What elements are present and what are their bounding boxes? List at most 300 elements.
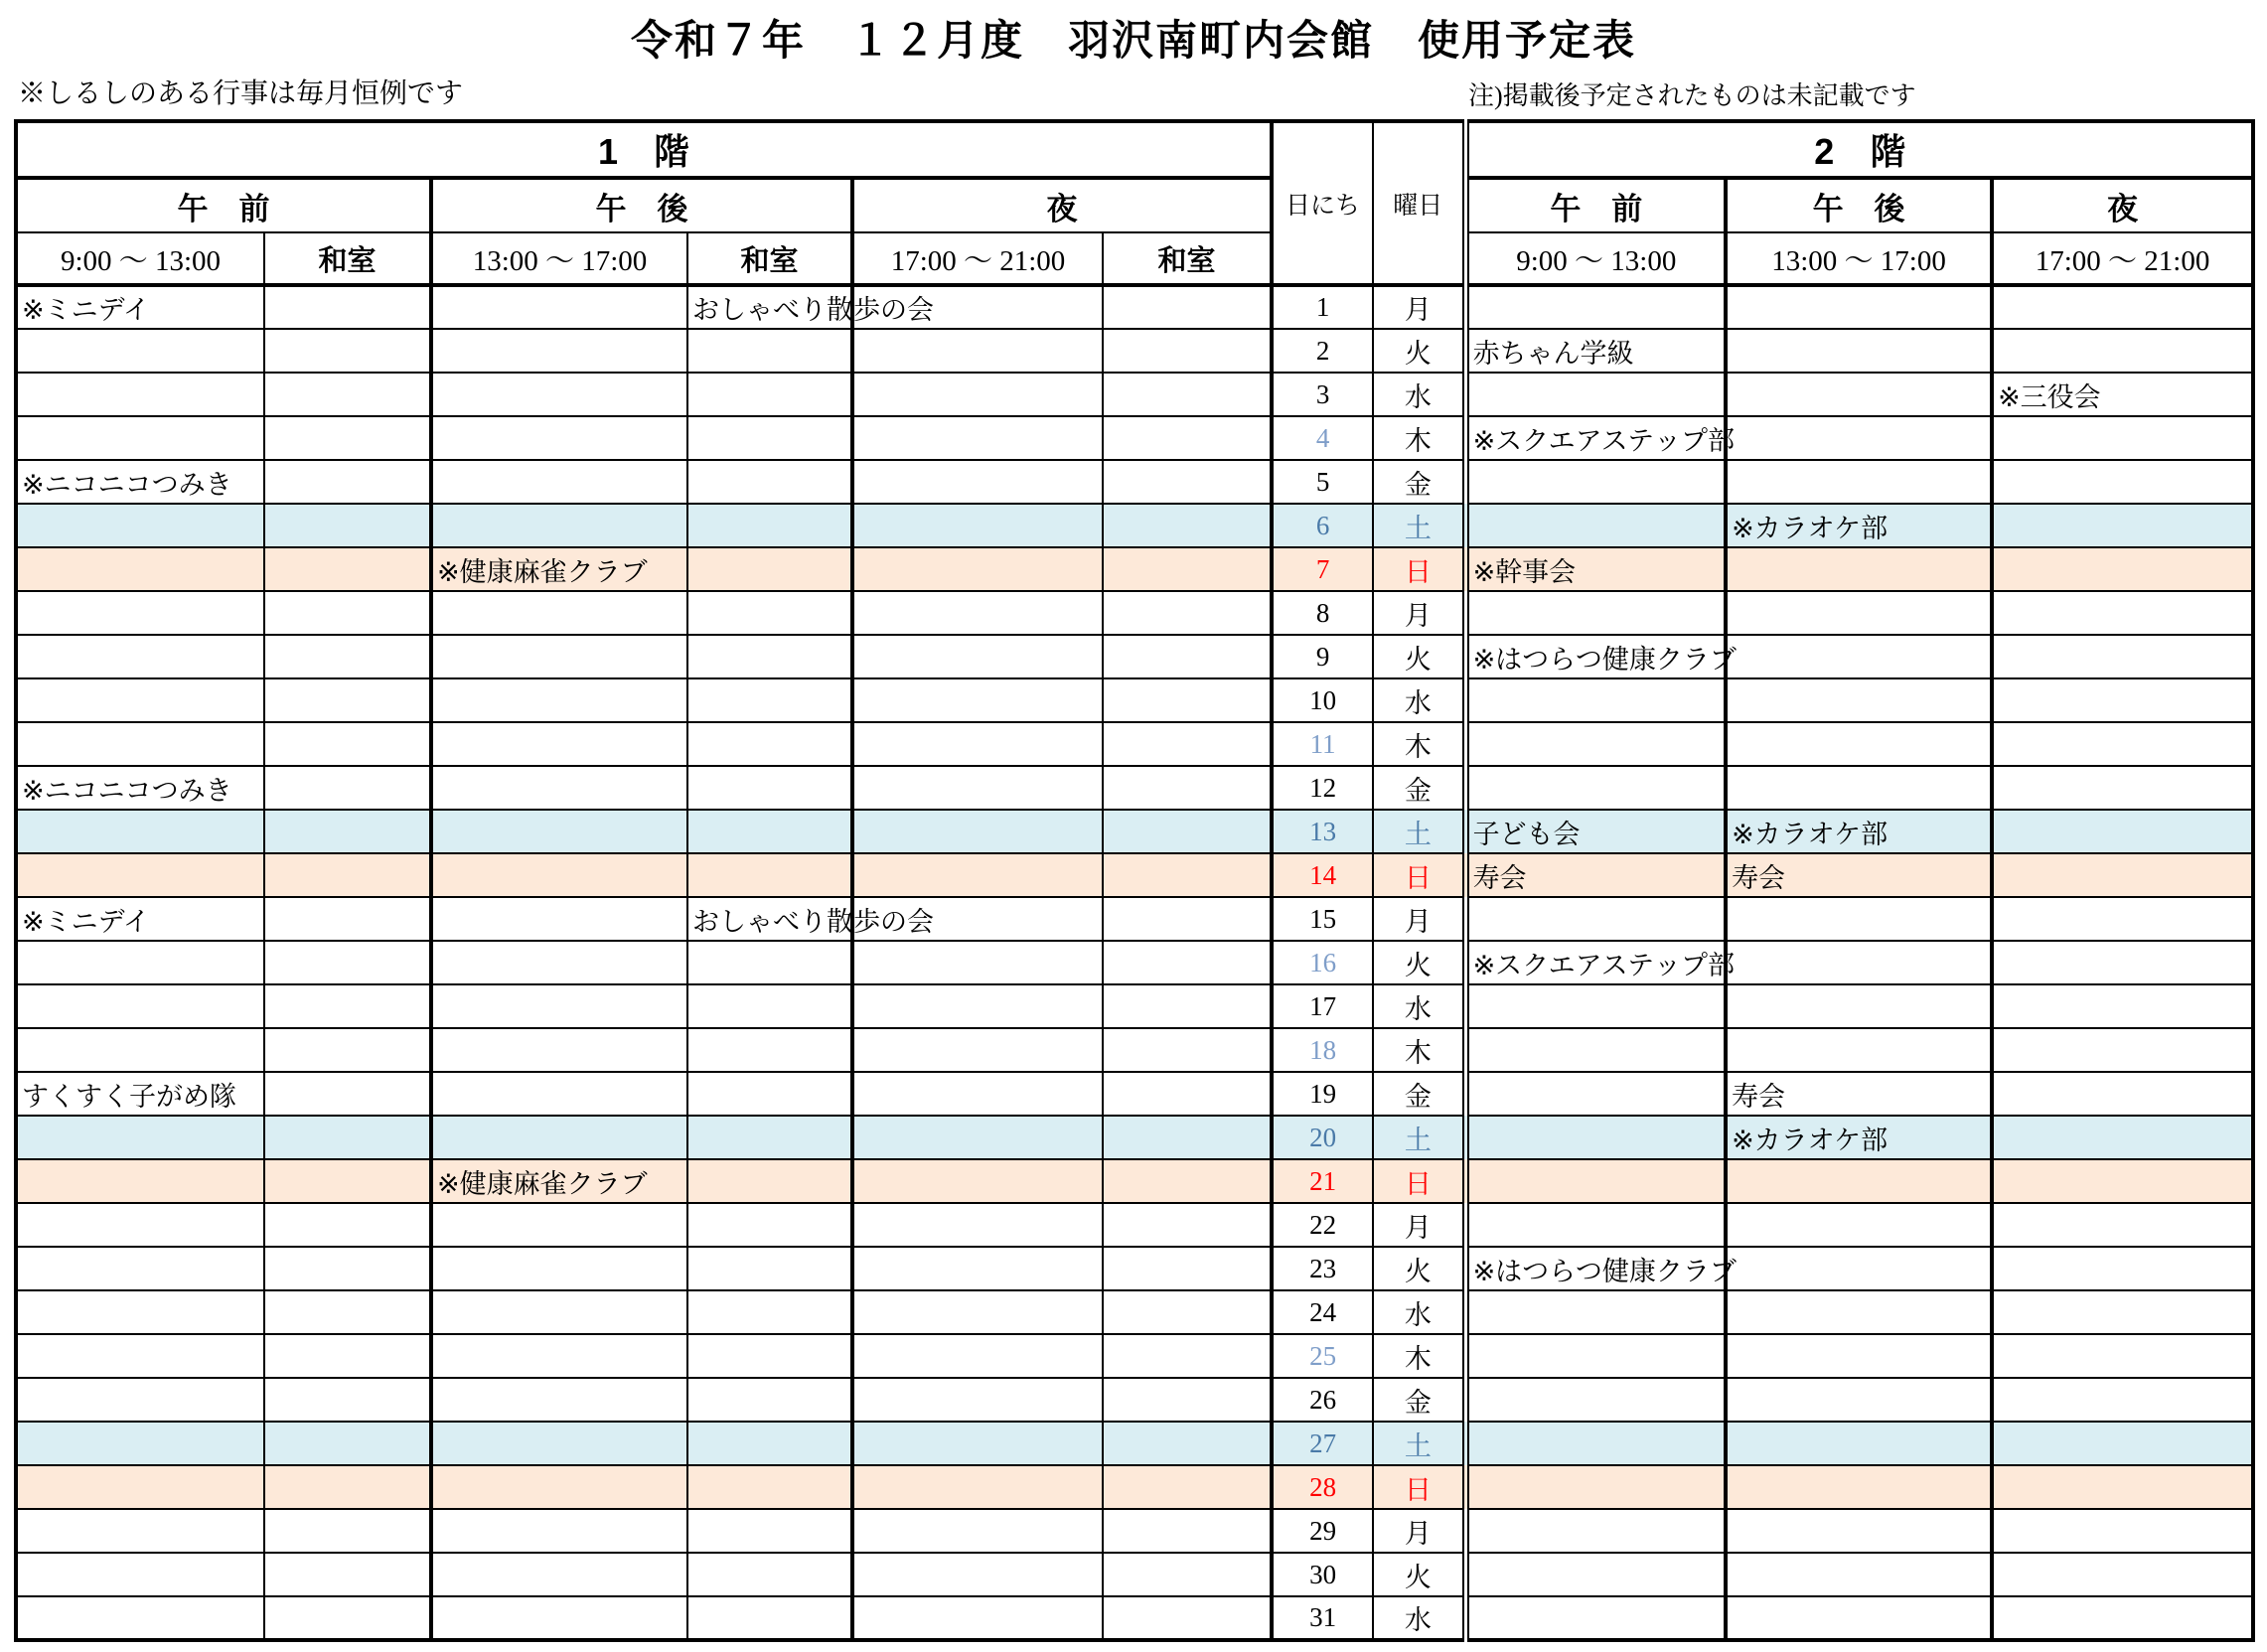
cell-f2-pm bbox=[1726, 1465, 1992, 1509]
cell-date: 13 bbox=[1272, 810, 1373, 853]
cell-f2-pm bbox=[1726, 1422, 1992, 1465]
cell-f2-am bbox=[1465, 1159, 1726, 1203]
cell-date: 12 bbox=[1272, 766, 1373, 810]
cell-f2-pm: ※カラオケ部 bbox=[1726, 504, 1992, 547]
cell-f1-pm bbox=[431, 1116, 687, 1159]
cell-f1-am-washitsu bbox=[264, 853, 431, 897]
cell-f2-pm bbox=[1726, 1159, 1992, 1203]
cell-f1-night-washitsu bbox=[1103, 1334, 1272, 1378]
cell-f1-pm bbox=[431, 1553, 687, 1596]
header-f2-night-time: 17:00 ～ 21:00 bbox=[1992, 232, 2253, 285]
table-row bbox=[16, 678, 2253, 722]
table-row bbox=[16, 547, 2253, 591]
cell-f1-pm bbox=[431, 678, 687, 722]
cell-f1-pm-washitsu bbox=[687, 591, 852, 635]
cell-f1-pm bbox=[431, 635, 687, 678]
cell-f1-pm-washitsu bbox=[687, 766, 852, 810]
header-f1-night: 夜 bbox=[852, 178, 1272, 232]
table-row bbox=[16, 635, 2253, 678]
cell-f2-night bbox=[1992, 1203, 2253, 1247]
cell-f2-pm bbox=[1726, 722, 1992, 766]
cell-f2-night bbox=[1992, 1290, 2253, 1334]
cell-f2-night bbox=[1992, 1553, 2253, 1596]
cell-f1-am bbox=[16, 1596, 264, 1640]
cell-date: 21 bbox=[1272, 1159, 1373, 1203]
cell-weekday: 月 bbox=[1373, 1203, 1465, 1247]
cell-f1-pm-washitsu bbox=[687, 810, 852, 853]
cell-f2-night bbox=[1992, 810, 2253, 853]
cell-f1-am-washitsu bbox=[264, 416, 431, 460]
header-f1-pm-washitsu: 和室 bbox=[687, 232, 852, 285]
cell-date: 14 bbox=[1272, 853, 1373, 897]
header-f1-am-time: 9:00 ～ 13:00 bbox=[16, 232, 264, 285]
header-f1-pm: 午 後 bbox=[431, 178, 852, 232]
table-row bbox=[16, 1334, 2253, 1378]
cell-f1-am bbox=[16, 329, 264, 373]
cell-f1-pm-washitsu bbox=[687, 1378, 852, 1422]
cell-f1-am bbox=[16, 1422, 264, 1465]
header-f1-am: 午 前 bbox=[16, 178, 431, 232]
cell-date: 30 bbox=[1272, 1553, 1373, 1596]
cell-weekday: 土 bbox=[1373, 810, 1465, 853]
cell-f1-am bbox=[16, 373, 264, 416]
cell-f1-pm bbox=[431, 1465, 687, 1509]
cell-f2-am bbox=[1465, 678, 1726, 722]
cell-f1-night-washitsu bbox=[1103, 678, 1272, 722]
cell-f1-night-washitsu bbox=[1103, 329, 1272, 373]
cell-f2-pm bbox=[1726, 1028, 1992, 1072]
cell-f2-night bbox=[1992, 722, 2253, 766]
cell-f1-am bbox=[16, 1378, 264, 1422]
table-row bbox=[16, 897, 2253, 941]
table-row bbox=[16, 460, 2253, 504]
cell-f1-pm-washitsu bbox=[687, 1553, 852, 1596]
table-row bbox=[16, 941, 2253, 984]
cell-f1-am bbox=[16, 591, 264, 635]
cell-f1-am bbox=[16, 635, 264, 678]
cell-weekday: 火 bbox=[1373, 635, 1465, 678]
cell-f1-night-washitsu bbox=[1103, 810, 1272, 853]
cell-f2-am: 赤ちゃん学級 bbox=[1465, 329, 1726, 373]
cell-weekday: 月 bbox=[1373, 897, 1465, 941]
cell-f1-night-washitsu bbox=[1103, 984, 1272, 1028]
cell-f2-pm bbox=[1726, 373, 1992, 416]
cell-f1-am-washitsu bbox=[264, 1334, 431, 1378]
cell-f2-am bbox=[1465, 373, 1726, 416]
cell-f2-night bbox=[1992, 504, 2253, 547]
note-monthly-events: ※しるしのある行事は毎月恒例です bbox=[18, 78, 464, 109]
cell-f1-night bbox=[852, 1378, 1103, 1422]
cell-f2-am bbox=[1465, 1422, 1726, 1465]
cell-f1-am bbox=[16, 1203, 264, 1247]
cell-f1-night bbox=[852, 416, 1103, 460]
cell-f1-pm-washitsu bbox=[687, 1203, 852, 1247]
table-row bbox=[16, 1596, 2253, 1640]
cell-f1-night bbox=[852, 547, 1103, 591]
cell-date: 24 bbox=[1272, 1290, 1373, 1334]
cell-f1-pm bbox=[431, 1247, 687, 1290]
cell-f1-night-washitsu bbox=[1103, 1247, 1272, 1290]
cell-f1-night bbox=[852, 678, 1103, 722]
cell-weekday: 土 bbox=[1373, 1422, 1465, 1465]
cell-f1-pm bbox=[431, 1378, 687, 1422]
note-not-listed: 注)掲載後予定されたものは未記載です bbox=[1468, 81, 1916, 110]
cell-f1-pm-washitsu bbox=[687, 1247, 852, 1290]
cell-f2-pm: ※カラオケ部 bbox=[1726, 810, 1992, 853]
table-row bbox=[16, 1509, 2253, 1553]
cell-f2-pm bbox=[1726, 766, 1992, 810]
cell-f1-pm bbox=[431, 941, 687, 984]
cell-f1-pm-washitsu bbox=[687, 941, 852, 984]
cell-f1-am bbox=[16, 1553, 264, 1596]
cell-f1-am bbox=[16, 1159, 264, 1203]
cell-f1-am bbox=[16, 547, 264, 591]
table-row bbox=[16, 591, 2253, 635]
cell-weekday: 木 bbox=[1373, 722, 1465, 766]
cell-f1-pm-washitsu bbox=[687, 1290, 852, 1334]
cell-f1-am bbox=[16, 504, 264, 547]
cell-f1-pm-washitsu bbox=[687, 635, 852, 678]
cell-f2-pm bbox=[1726, 678, 1992, 722]
cell-f1-pm: ※健康麻雀クラブ bbox=[431, 547, 687, 591]
cell-f2-am bbox=[1465, 1072, 1726, 1116]
cell-f2-pm bbox=[1726, 1378, 1992, 1422]
table-row bbox=[16, 810, 2253, 853]
cell-f1-am bbox=[16, 416, 264, 460]
cell-f1-am-washitsu bbox=[264, 722, 431, 766]
table-row bbox=[16, 1422, 2253, 1465]
cell-f1-pm bbox=[431, 373, 687, 416]
cell-f2-pm bbox=[1726, 897, 1992, 941]
header-weekday: 曜日 bbox=[1373, 121, 1465, 285]
cell-f1-pm-washitsu bbox=[687, 1509, 852, 1553]
cell-f1-night-washitsu bbox=[1103, 1159, 1272, 1203]
cell-f1-night bbox=[852, 1072, 1103, 1116]
cell-f2-night bbox=[1992, 1072, 2253, 1116]
table-row bbox=[16, 984, 2253, 1028]
cell-f2-night bbox=[1992, 329, 2253, 373]
cell-f2-am bbox=[1465, 1465, 1726, 1509]
cell-date: 16 bbox=[1272, 941, 1373, 984]
cell-f1-night-washitsu bbox=[1103, 1290, 1272, 1334]
cell-f1-am bbox=[16, 810, 264, 853]
cell-f1-pm-washitsu: おしゃべり散歩の会 bbox=[687, 285, 852, 329]
cell-f1-night-washitsu bbox=[1103, 416, 1272, 460]
cell-f1-night bbox=[852, 460, 1103, 504]
cell-f2-pm bbox=[1726, 285, 1992, 329]
cell-f1-pm-washitsu bbox=[687, 1422, 852, 1465]
header-date: 日にち bbox=[1272, 121, 1373, 285]
cell-f2-am bbox=[1465, 722, 1726, 766]
cell-f2-am: 寿会 bbox=[1465, 853, 1726, 897]
cell-f1-pm bbox=[431, 591, 687, 635]
cell-date: 23 bbox=[1272, 1247, 1373, 1290]
cell-weekday: 金 bbox=[1373, 460, 1465, 504]
cell-f1-night bbox=[852, 1334, 1103, 1378]
cell-date: 15 bbox=[1272, 897, 1373, 941]
cell-f2-night bbox=[1992, 635, 2253, 678]
cell-f1-night bbox=[852, 941, 1103, 984]
cell-f1-am-washitsu bbox=[264, 1553, 431, 1596]
page-title: 令和７年 １２月度 羽沢南町内会館 使用予定表 bbox=[630, 19, 1636, 65]
cell-f1-pm-washitsu bbox=[687, 1028, 852, 1072]
cell-f1-night-washitsu bbox=[1103, 722, 1272, 766]
cell-f1-pm-washitsu bbox=[687, 1072, 852, 1116]
cell-weekday: 金 bbox=[1373, 1378, 1465, 1422]
cell-f1-pm bbox=[431, 1334, 687, 1378]
cell-date: 5 bbox=[1272, 460, 1373, 504]
cell-f1-pm-washitsu bbox=[687, 1334, 852, 1378]
cell-weekday: 水 bbox=[1373, 984, 1465, 1028]
cell-f1-night bbox=[852, 373, 1103, 416]
cell-f2-am bbox=[1465, 897, 1726, 941]
cell-f2-am bbox=[1465, 1116, 1726, 1159]
cell-date: 3 bbox=[1272, 373, 1373, 416]
cell-f1-pm bbox=[431, 416, 687, 460]
cell-f1-pm-washitsu bbox=[687, 853, 852, 897]
cell-f1-am-washitsu bbox=[264, 1072, 431, 1116]
cell-f2-night bbox=[1992, 547, 2253, 591]
cell-f2-night bbox=[1992, 416, 2253, 460]
header-floor1: 1 階 bbox=[16, 121, 1272, 178]
cell-weekday: 水 bbox=[1373, 373, 1465, 416]
cell-f1-am-washitsu bbox=[264, 1116, 431, 1159]
cell-date: 31 bbox=[1272, 1596, 1373, 1640]
cell-f1-pm-washitsu bbox=[687, 1116, 852, 1159]
cell-f2-night: ※三役会 bbox=[1992, 373, 2253, 416]
cell-f2-am: ※幹事会 bbox=[1465, 547, 1726, 591]
cell-date: 20 bbox=[1272, 1116, 1373, 1159]
cell-f2-am bbox=[1465, 1334, 1726, 1378]
cell-f1-night-washitsu bbox=[1103, 1116, 1272, 1159]
cell-f2-pm bbox=[1726, 984, 1992, 1028]
cell-f1-am-washitsu bbox=[264, 591, 431, 635]
cell-f1-pm: ※健康麻雀クラブ bbox=[431, 1159, 687, 1203]
header-f1-am-washitsu: 和室 bbox=[264, 232, 431, 285]
cell-f2-night bbox=[1992, 1509, 2253, 1553]
cell-f1-pm-washitsu bbox=[687, 329, 852, 373]
cell-f2-pm bbox=[1726, 416, 1992, 460]
cell-f1-am-washitsu bbox=[264, 635, 431, 678]
cell-date: 22 bbox=[1272, 1203, 1373, 1247]
cell-f1-am-washitsu bbox=[264, 1028, 431, 1072]
cell-f2-am bbox=[1465, 1509, 1726, 1553]
cell-f1-am bbox=[16, 1465, 264, 1509]
cell-f2-pm: ※カラオケ部 bbox=[1726, 1116, 1992, 1159]
cell-date: 8 bbox=[1272, 591, 1373, 635]
cell-f1-am bbox=[16, 1509, 264, 1553]
cell-date: 19 bbox=[1272, 1072, 1373, 1116]
cell-weekday: 水 bbox=[1373, 1290, 1465, 1334]
table-row bbox=[16, 1378, 2253, 1422]
cell-f1-night-washitsu bbox=[1103, 1203, 1272, 1247]
header-f1-night-time: 17:00 ～ 21:00 bbox=[852, 232, 1103, 285]
table-row bbox=[16, 766, 2253, 810]
table-row bbox=[16, 1159, 2253, 1203]
cell-f1-am bbox=[16, 984, 264, 1028]
cell-f2-am bbox=[1465, 984, 1726, 1028]
cell-f1-night bbox=[852, 722, 1103, 766]
cell-f1-am: ※ミニデイ bbox=[16, 285, 264, 329]
cell-weekday: 日 bbox=[1373, 1159, 1465, 1203]
cell-f1-am-washitsu bbox=[264, 941, 431, 984]
cell-f1-night-washitsu bbox=[1103, 1072, 1272, 1116]
cell-f1-am-washitsu bbox=[264, 1422, 431, 1465]
cell-f1-am bbox=[16, 678, 264, 722]
cell-f2-am bbox=[1465, 460, 1726, 504]
cell-f1-pm bbox=[431, 329, 687, 373]
cell-f2-am: ※はつらつ健康クラブ bbox=[1465, 635, 1726, 678]
cell-f1-pm bbox=[431, 722, 687, 766]
cell-f1-night-washitsu bbox=[1103, 853, 1272, 897]
cell-f1-am bbox=[16, 1028, 264, 1072]
cell-date: 26 bbox=[1272, 1378, 1373, 1422]
table-row bbox=[16, 1072, 2253, 1116]
cell-f1-night bbox=[852, 1509, 1103, 1553]
table-row bbox=[16, 329, 2253, 373]
cell-f1-am bbox=[16, 1116, 264, 1159]
cell-f1-night-washitsu bbox=[1103, 766, 1272, 810]
cell-f2-night bbox=[1992, 984, 2253, 1028]
cell-f2-am: ※はつらつ健康クラブ bbox=[1465, 1247, 1726, 1290]
cell-f1-pm bbox=[431, 897, 687, 941]
cell-weekday: 日 bbox=[1373, 1465, 1465, 1509]
cell-f2-night bbox=[1992, 1378, 2253, 1422]
cell-f1-am-washitsu bbox=[264, 1465, 431, 1509]
cell-f2-night bbox=[1992, 1247, 2253, 1290]
cell-f2-am bbox=[1465, 1203, 1726, 1247]
cell-f1-pm-washitsu bbox=[687, 1159, 852, 1203]
cell-f1-night bbox=[852, 984, 1103, 1028]
cell-f1-am: ※ニコニコつみき bbox=[16, 766, 264, 810]
cell-f2-am: 子ども会 bbox=[1465, 810, 1726, 853]
cell-f1-pm bbox=[431, 810, 687, 853]
cell-f1-night bbox=[852, 1465, 1103, 1509]
cell-f2-am bbox=[1465, 1596, 1726, 1640]
table-row bbox=[16, 1203, 2253, 1247]
cell-f1-am-washitsu bbox=[264, 1596, 431, 1640]
cell-f1-am bbox=[16, 722, 264, 766]
cell-f1-am-washitsu bbox=[264, 329, 431, 373]
cell-f1-pm-washitsu bbox=[687, 1596, 852, 1640]
cell-f1-night-washitsu bbox=[1103, 1553, 1272, 1596]
cell-f1-am: ※ニコニコつみき bbox=[16, 460, 264, 504]
cell-f1-am-washitsu bbox=[264, 1378, 431, 1422]
table-row bbox=[16, 504, 2253, 547]
table-row bbox=[16, 1028, 2253, 1072]
header-f2-am-time: 9:00 ～ 13:00 bbox=[1465, 232, 1726, 285]
cell-weekday: 木 bbox=[1373, 416, 1465, 460]
cell-f2-pm bbox=[1726, 591, 1992, 635]
cell-date: 1 bbox=[1272, 285, 1373, 329]
cell-date: 6 bbox=[1272, 504, 1373, 547]
cell-f1-night-washitsu bbox=[1103, 373, 1272, 416]
cell-f1-pm-washitsu bbox=[687, 984, 852, 1028]
cell-f2-night bbox=[1992, 1028, 2253, 1072]
cell-f1-night-washitsu bbox=[1103, 591, 1272, 635]
cell-f1-night bbox=[852, 504, 1103, 547]
cell-f2-night bbox=[1992, 1116, 2253, 1159]
cell-f1-pm-washitsu bbox=[687, 1465, 852, 1509]
schedule-body bbox=[16, 285, 2253, 1640]
cell-f1-am bbox=[16, 1247, 264, 1290]
cell-f1-pm bbox=[431, 285, 687, 329]
cell-date: 27 bbox=[1272, 1422, 1373, 1465]
cell-f1-pm-washitsu bbox=[687, 460, 852, 504]
header-f1-pm-time: 13:00 ～ 17:00 bbox=[431, 232, 687, 285]
cell-f1-pm bbox=[431, 853, 687, 897]
cell-weekday: 土 bbox=[1373, 1116, 1465, 1159]
cell-f1-pm bbox=[431, 1509, 687, 1553]
cell-date: 11 bbox=[1272, 722, 1373, 766]
cell-f1-night-washitsu bbox=[1103, 1378, 1272, 1422]
cell-f1-pm bbox=[431, 1072, 687, 1116]
cell-weekday: 土 bbox=[1373, 504, 1465, 547]
cell-f1-pm bbox=[431, 1028, 687, 1072]
cell-f1-am-washitsu bbox=[264, 504, 431, 547]
cell-f1-am bbox=[16, 1290, 264, 1334]
cell-f2-pm bbox=[1726, 635, 1992, 678]
cell-weekday: 月 bbox=[1373, 285, 1465, 329]
cell-f1-night bbox=[852, 1203, 1103, 1247]
cell-weekday: 木 bbox=[1373, 1028, 1465, 1072]
cell-f1-pm bbox=[431, 1422, 687, 1465]
cell-f2-pm bbox=[1726, 460, 1992, 504]
cell-f1-pm-washitsu bbox=[687, 373, 852, 416]
cell-weekday: 水 bbox=[1373, 1596, 1465, 1640]
cell-f1-am-washitsu bbox=[264, 810, 431, 853]
cell-f2-am bbox=[1465, 591, 1726, 635]
cell-date: 10 bbox=[1272, 678, 1373, 722]
cell-weekday: 日 bbox=[1373, 547, 1465, 591]
cell-f1-am-washitsu bbox=[264, 547, 431, 591]
cell-f1-am-washitsu bbox=[264, 460, 431, 504]
cell-f1-night-washitsu bbox=[1103, 460, 1272, 504]
cell-f2-pm bbox=[1726, 329, 1992, 373]
cell-f1-am-washitsu bbox=[264, 678, 431, 722]
cell-f1-pm-washitsu bbox=[687, 547, 852, 591]
cell-f1-am-washitsu bbox=[264, 1203, 431, 1247]
table-row bbox=[16, 1247, 2253, 1290]
cell-weekday: 日 bbox=[1373, 853, 1465, 897]
cell-f1-night-washitsu bbox=[1103, 941, 1272, 984]
cell-f1-pm bbox=[431, 1203, 687, 1247]
cell-f2-am bbox=[1465, 1553, 1726, 1596]
cell-f1-night bbox=[852, 1422, 1103, 1465]
cell-f2-pm bbox=[1726, 1334, 1992, 1378]
cell-f2-am bbox=[1465, 766, 1726, 810]
cell-f1-night-washitsu bbox=[1103, 285, 1272, 329]
cell-date: 28 bbox=[1272, 1465, 1373, 1509]
cell-weekday: 火 bbox=[1373, 1247, 1465, 1290]
cell-f1-pm bbox=[431, 504, 687, 547]
cell-f2-night bbox=[1992, 1159, 2253, 1203]
cell-f1-night bbox=[852, 853, 1103, 897]
cell-weekday: 水 bbox=[1373, 678, 1465, 722]
cell-f1-am-washitsu bbox=[264, 1290, 431, 1334]
cell-f1-night bbox=[852, 635, 1103, 678]
cell-date: 7 bbox=[1272, 547, 1373, 591]
cell-date: 25 bbox=[1272, 1334, 1373, 1378]
cell-f1-pm-washitsu bbox=[687, 416, 852, 460]
cell-f2-night bbox=[1992, 766, 2253, 810]
cell-date: 17 bbox=[1272, 984, 1373, 1028]
cell-f2-pm bbox=[1726, 1247, 1992, 1290]
cell-f2-night bbox=[1992, 285, 2253, 329]
cell-date: 2 bbox=[1272, 329, 1373, 373]
header-f1-night-washitsu: 和室 bbox=[1103, 232, 1272, 285]
cell-f2-pm bbox=[1726, 547, 1992, 591]
